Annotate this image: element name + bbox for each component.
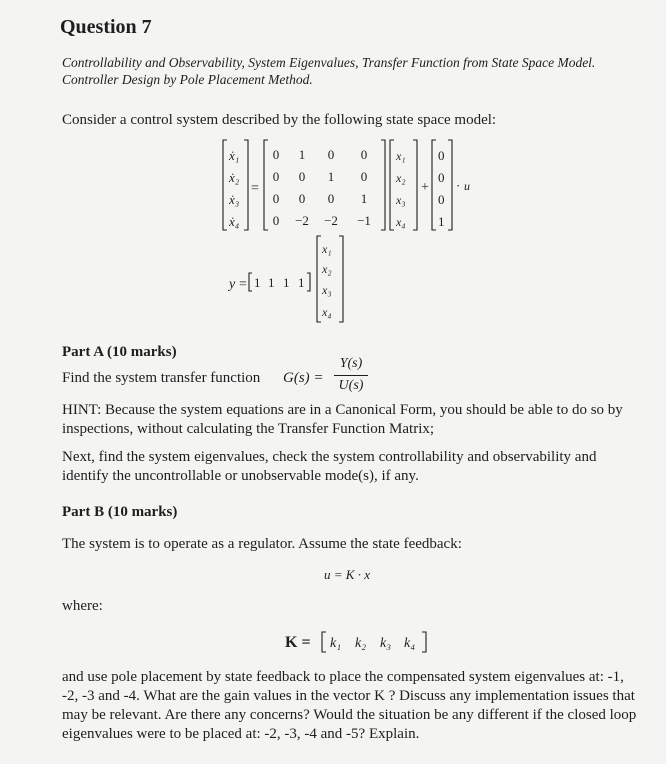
feedback-law: u = K · x <box>324 567 370 582</box>
xdot-4: ẋ₄ <box>229 214 240 229</box>
intro-text: Consider a control system described by the following state space model: <box>62 112 497 128</box>
a-cell-2-4: 0 <box>360 169 368 184</box>
yx-bracket-right <box>339 236 343 322</box>
c-4: 1 <box>298 275 305 290</box>
a-bracket-right <box>381 140 385 230</box>
a-cell-2-3: 1 <box>327 169 335 184</box>
yx-1: x₁ <box>322 242 332 256</box>
a-cell-4-4: −1 <box>357 213 371 228</box>
k-4: k₄ <box>404 636 416 651</box>
part-a-hint: HINT: Because the system equations are in a Canonical Form, you should be able to do so by inspections, without calculating the Transfer Function Matrix; <box>62 402 623 437</box>
b-bracket-left <box>432 140 436 230</box>
a-cell-4-3: −2 <box>324 213 338 228</box>
yx-4: x₄ <box>322 305 332 319</box>
input-u: u <box>464 179 470 193</box>
yx-bracket-left <box>317 236 321 322</box>
dot-operator: · <box>456 178 461 193</box>
part-b-body: and use pole placement by state feedback to place the compensated system eigenvalues at: -1, -2, -3 and -4. What are the gain values in the vector K ? Discuss any implementation issues that may be relevant. Are there any concerns? Would the situation be any different if the closed loop eigenvalues were to be placed at: -2, -3, -4 and -5? Explain. <box>62 669 637 742</box>
question-title: Question 7 <box>60 16 152 38</box>
k-bracket-right <box>422 632 426 652</box>
part-b-heading: Part B (10 marks) <box>62 504 178 520</box>
output-equals: = <box>239 277 247 292</box>
xdot-2: ẋ₂ <box>229 170 240 185</box>
fraction-bar <box>334 375 368 376</box>
gain-vector <box>0 620 666 660</box>
b-bracket-right <box>448 140 452 230</box>
yx-2: x₂ <box>322 262 332 276</box>
c-1: 1 <box>254 275 261 290</box>
a-cell-4-1: 0 <box>272 213 280 228</box>
plus-sign: + <box>421 180 429 195</box>
output-y: y <box>229 277 236 292</box>
c-3: 1 <box>283 275 290 290</box>
x-2: x₂ <box>396 171 406 185</box>
where-text: where: <box>62 598 103 614</box>
yx-3: x₃ <box>322 283 332 297</box>
x-bracket-right <box>413 140 417 230</box>
c-2: 1 <box>268 275 275 290</box>
xdot-3: ẋ₃ <box>229 192 240 207</box>
xdot-bracket-left <box>223 140 227 230</box>
transfer-function-label: G(s) = <box>283 370 324 386</box>
a-cell-3-1: 0 <box>272 191 280 206</box>
a-cell-1-4: 0 <box>360 147 368 162</box>
a-cell-4-2: −2 <box>295 213 309 228</box>
b-3: 0 <box>438 192 445 207</box>
xdot-1: ẋ₁ <box>229 148 240 163</box>
k-3: k₃ <box>380 636 392 651</box>
a-cell-2-1: 0 <box>272 169 280 184</box>
a-cell-1-2: 1 <box>298 147 306 162</box>
xdot-bracket-right <box>244 140 248 230</box>
b-1: 0 <box>438 148 445 163</box>
state-equation <box>0 0 666 340</box>
a-cell-2-2: 0 <box>298 169 306 184</box>
part-a-find-text: Find the system transfer function <box>62 370 261 386</box>
k-2: k₂ <box>355 636 367 651</box>
k-label: K = <box>285 634 311 651</box>
c-bracket-right <box>307 273 310 291</box>
equals-sign: = <box>251 181 259 196</box>
a-cell-1-3: 0 <box>327 147 335 162</box>
a-cell-3-3: 0 <box>327 191 335 206</box>
c-bracket-left <box>249 273 252 291</box>
b-2: 0 <box>438 170 445 185</box>
x-bracket-left <box>390 140 394 230</box>
a-bracket-left <box>264 140 268 230</box>
question-subtitle: Controllability and Observability, System Eigenvalues, Transfer Function from State Space Model. Controller Design by Pole Placement Method. <box>62 55 596 87</box>
k-1: k₁ <box>330 636 342 651</box>
tf-numerator: Y(s) <box>339 356 363 371</box>
tf-denominator: U(s) <box>338 378 364 393</box>
a-cell-1-1: 0 <box>272 147 280 162</box>
a-cell-3-2: 0 <box>298 191 306 206</box>
b-4: 1 <box>438 214 445 229</box>
part-a-next: Next, find the system eigenvalues, check the system controllability and observability and identify the uncontrollable or unobservable mode(s), if any. <box>62 449 597 484</box>
x-3: x₃ <box>396 193 406 207</box>
a-cell-3-4: 1 <box>360 191 368 206</box>
part-a-heading: Part A (10 marks) <box>62 344 177 360</box>
x-1: x₁ <box>396 149 406 163</box>
a-matrix <box>273 147 371 228</box>
x-4: x₄ <box>396 215 406 229</box>
k-bracket-left <box>322 632 326 652</box>
part-b-intro: The system is to operate as a regulator. Assume the state feedback: <box>62 536 462 552</box>
